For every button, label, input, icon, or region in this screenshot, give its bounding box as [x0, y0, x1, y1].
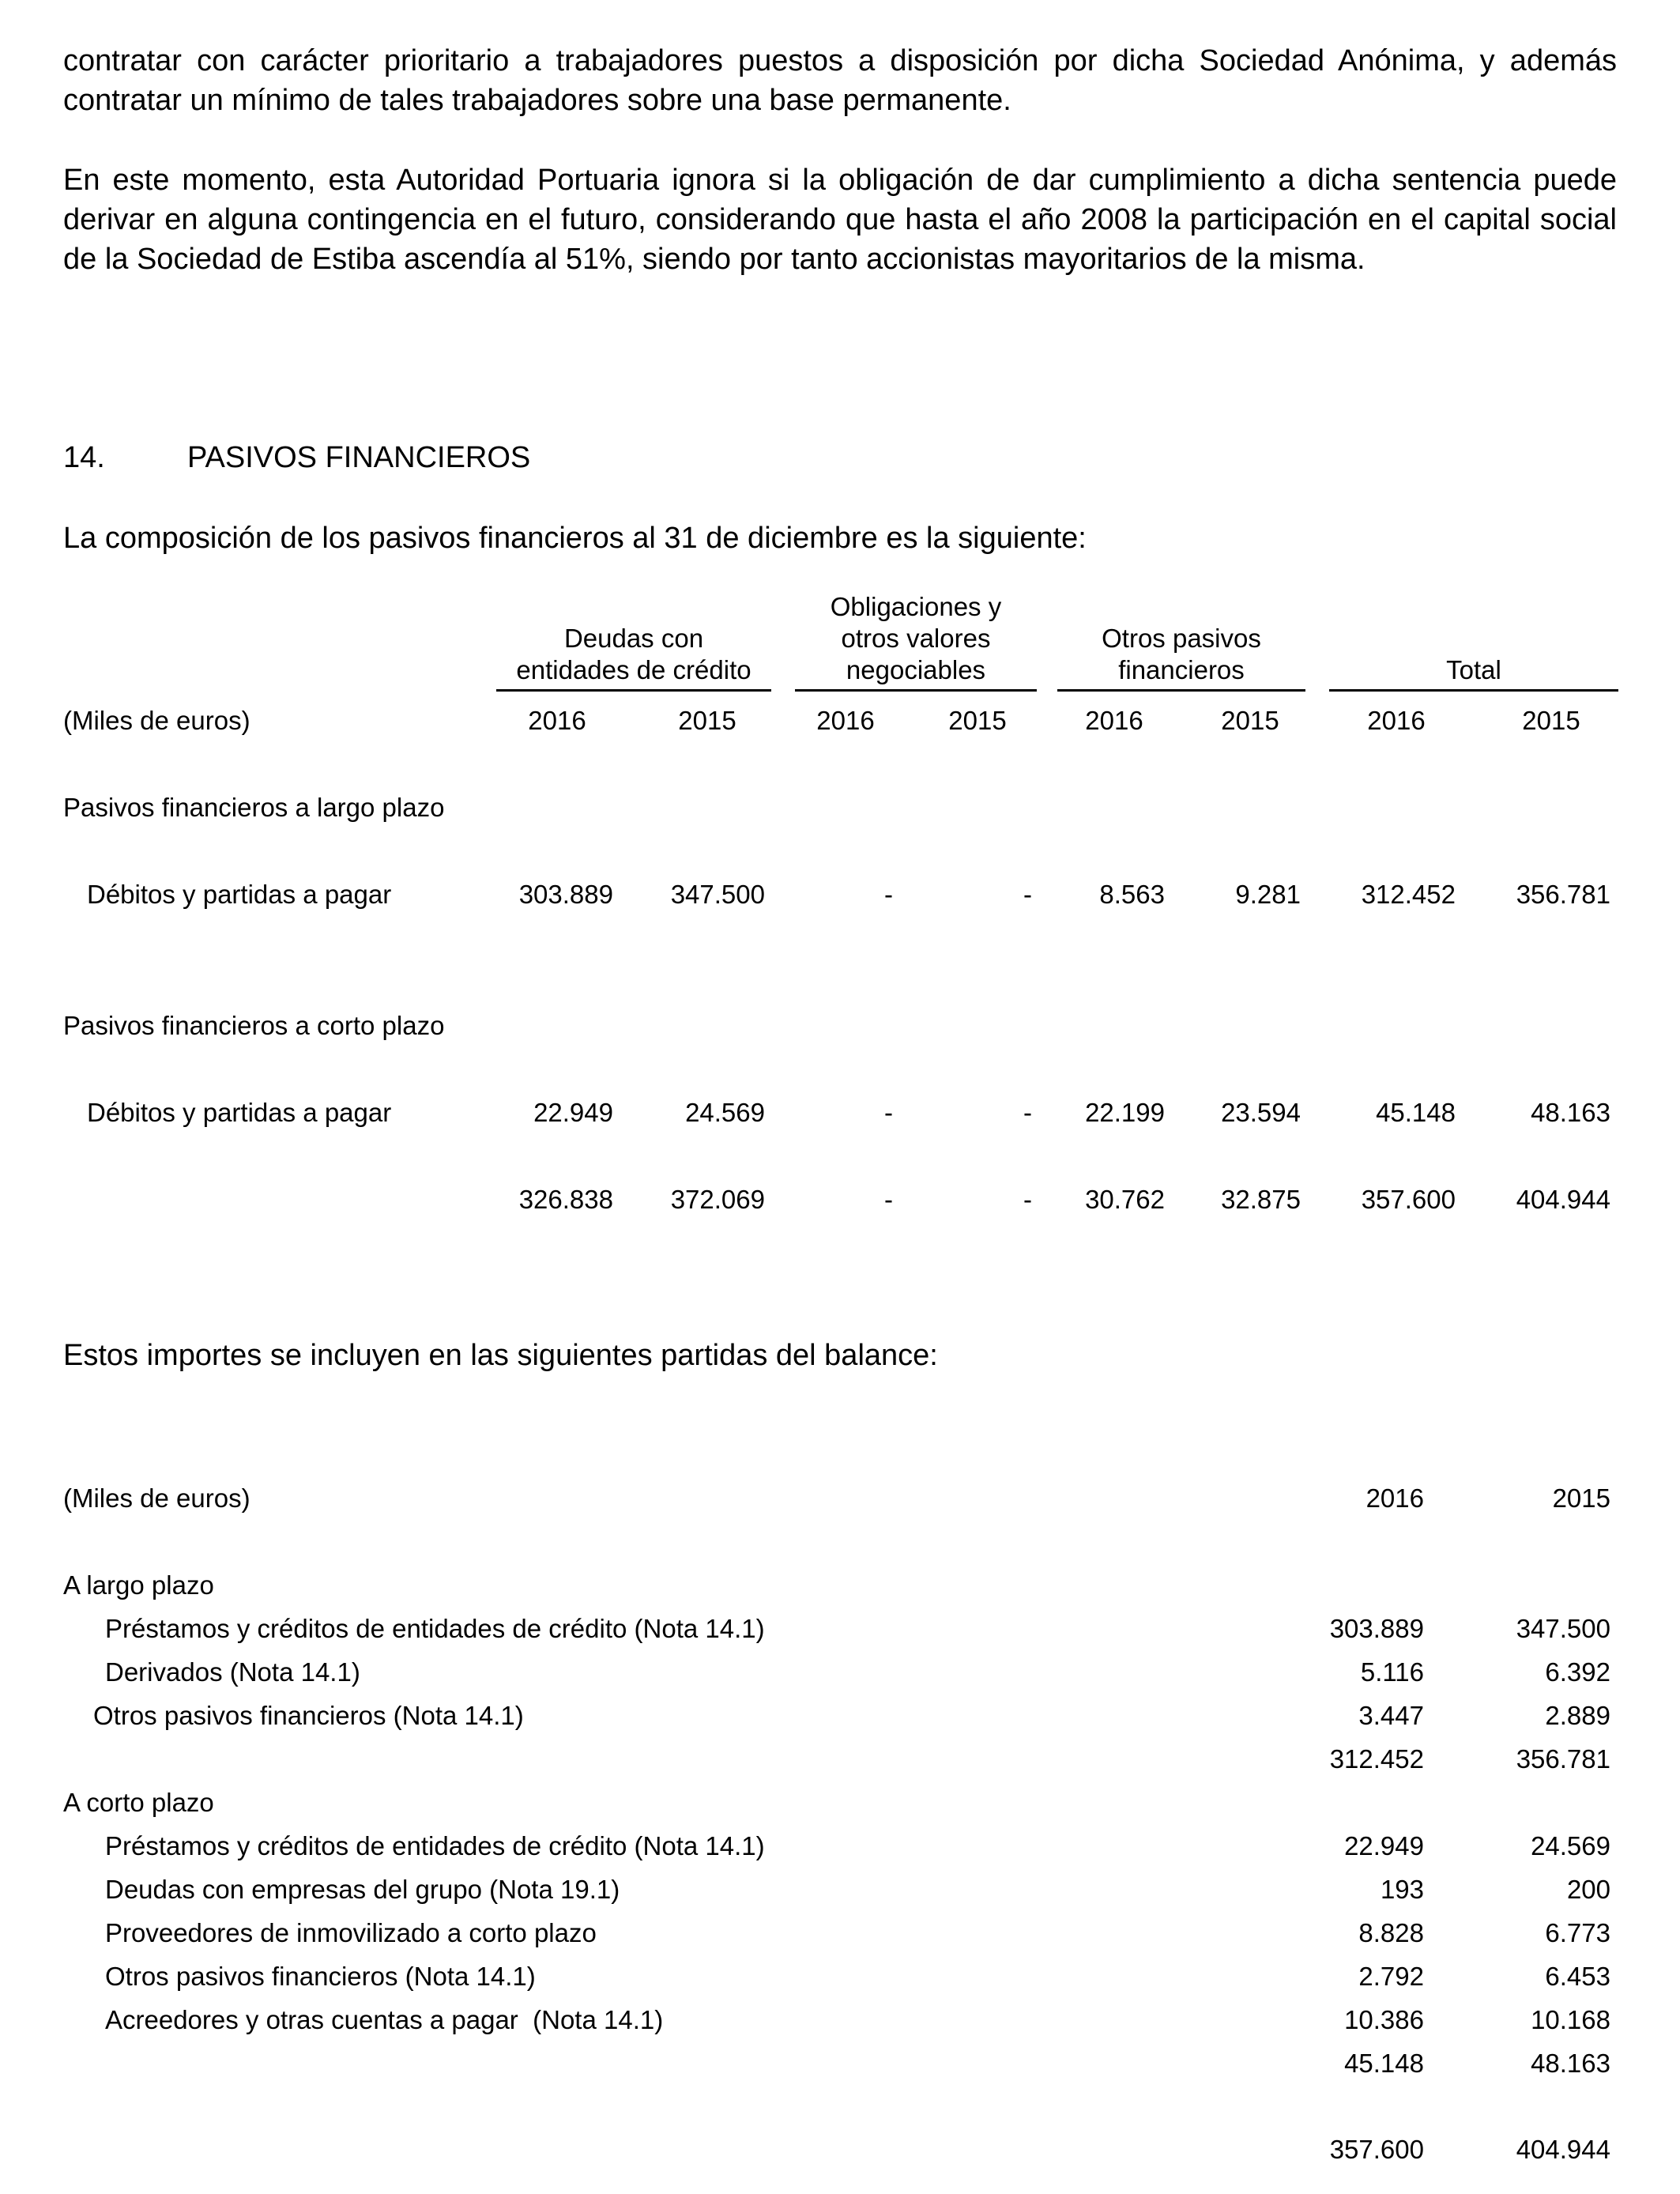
section-label-corto-plazo: A corto plazo: [63, 1788, 214, 1817]
table-total-cell: 404.944: [1516, 1185, 1610, 1214]
balance-cell: 3.447: [1358, 1701, 1424, 1730]
table-cell: 24.569: [685, 1098, 765, 1127]
balance-cell: 303.889: [1329, 1614, 1424, 1643]
year-header: 2015: [1552, 1483, 1610, 1513]
table-cell: -: [884, 1098, 893, 1127]
table-total-cell: -: [884, 1185, 893, 1214]
year-header: 2016: [1365, 1483, 1424, 1513]
group-header-otros: Otros pasivos financieros: [1102, 624, 1261, 684]
table-cell: 45.148: [1376, 1098, 1456, 1127]
row-label: Débitos y partidas a pagar: [87, 880, 392, 909]
unit-label: (Miles de euros): [63, 706, 250, 735]
year-header: 2015: [1221, 706, 1279, 735]
balance-cell: 200: [1566, 1875, 1610, 1904]
group-underline-obligaciones: [795, 689, 1037, 692]
balance-subtotal-cell: 356.781: [1516, 1744, 1610, 1774]
balance-cell: 347.500: [1516, 1614, 1610, 1643]
balance-row-label: Préstamos y créditos de entidades de crédito (Nota 14.1): [105, 1614, 765, 1643]
balance-row-label: Deudas con empresas del grupo (Nota 19.1): [105, 1875, 620, 1904]
year-header: 2015: [1522, 706, 1580, 735]
table-total-cell: 32.875: [1221, 1185, 1301, 1214]
balance-cell: 10.386: [1344, 2005, 1424, 2034]
table-cell: 48.163: [1531, 1098, 1610, 1127]
balance-cell: 24.569: [1531, 1831, 1610, 1860]
balance-row-label: Préstamos y créditos de entidades de crédito (Nota 14.1): [105, 1831, 765, 1860]
section-intro: La composición de los pasivos financieros al 31 de diciembre es la siguiente:: [63, 522, 1087, 555]
group-underline-otros: [1057, 689, 1305, 692]
balance-cell: 22.949: [1344, 1831, 1424, 1860]
table-total-cell: 372.069: [670, 1185, 765, 1214]
balance-cell: 5.116: [1360, 1657, 1424, 1687]
balance-row-label: Derivados (Nota 14.1): [105, 1657, 360, 1687]
balance-cell: 6.453: [1545, 1962, 1610, 1991]
paragraph-contingency: En este momento, esta Autoridad Portuaria ignora si la obligación de dar cumplimiento a dicha sentencia puede derivar en alguna contingencia en el futuro, considerando que hasta el año 2008 la participación en el capital social de la Sociedad de Estiba ascendía al 51%, siendo por tanto accionistas mayoritarios de la misma.: [63, 164, 1617, 276]
section-label-corto-plazo: Pasivos financieros a corto plazo: [63, 1011, 445, 1040]
balance-subtotal-cell: 48.163: [1531, 2049, 1610, 2078]
balance-grand-total-cell: 404.944: [1516, 2135, 1610, 2164]
balance-row-label: Otros pasivos financieros (Nota 14.1): [93, 1701, 524, 1730]
section-label-largo-plazo: Pasivos financieros a largo plazo: [63, 793, 445, 822]
group-header-obligaciones: Obligaciones y otros valores negociables: [830, 592, 1002, 684]
year-header: 2016: [1367, 706, 1426, 735]
balance-cell: 8.828: [1358, 1918, 1424, 1947]
section-title: PASIVOS FINANCIEROS: [187, 441, 531, 474]
balance-subtotal-cell: 312.452: [1329, 1744, 1424, 1774]
table-total-cell: 357.600: [1361, 1185, 1456, 1214]
year-header: 2015: [948, 706, 1007, 735]
balance-intro: Estos importes se incluyen en las siguientes partidas del balance:: [63, 1339, 938, 1372]
table-cell: -: [1023, 880, 1032, 909]
table-total-cell: -: [1023, 1185, 1032, 1214]
unit-label: (Miles de euros): [63, 1483, 250, 1513]
group-underline-total: [1329, 689, 1618, 692]
paragraph-continuation: contratar con carácter prioritario a trabajadores puestos a disposición por dicha Sociedad Anónima, y además contratar un mínimo de tales trabajadores sobre una base permanente.: [63, 44, 1617, 117]
table-cell: -: [1023, 1098, 1032, 1127]
table-total-cell: 326.838: [518, 1185, 613, 1214]
balance-row-label: Proveedores de inmovilizado a corto plazo: [105, 1918, 597, 1947]
table-cell: 22.199: [1085, 1098, 1165, 1127]
balance-row-label: Otros pasivos financieros (Nota 14.1): [105, 1962, 536, 1991]
year-header: 2016: [1085, 706, 1143, 735]
table-cell: 8.563: [1099, 880, 1165, 909]
group-header-deudas: Deudas con entidades de crédito: [516, 624, 751, 684]
table-cell: 356.781: [1516, 880, 1610, 909]
table-cell: 303.889: [518, 880, 613, 909]
table-cell: -: [884, 880, 893, 909]
table-cell: 9.281: [1235, 880, 1301, 909]
table-total-cell: 30.762: [1085, 1185, 1165, 1214]
balance-cell: 6.773: [1545, 1918, 1610, 1947]
balance-subtotal-cell: 45.148: [1344, 2049, 1424, 2078]
balance-grand-total-cell: 357.600: [1329, 2135, 1424, 2164]
table-cell: 312.452: [1361, 880, 1456, 909]
balance-cell: 2.792: [1358, 1962, 1424, 1991]
row-label: Débitos y partidas a pagar: [87, 1098, 392, 1127]
group-underline-deudas: [496, 689, 771, 692]
table-cell: 22.949: [533, 1098, 613, 1127]
year-header: 2016: [816, 706, 875, 735]
balance-cell: 2.889: [1545, 1701, 1610, 1730]
balance-cell: 6.392: [1545, 1657, 1610, 1687]
balance-row-label: Acreedores y otras cuentas a pagar (Nota 14.1): [105, 2005, 664, 2034]
section-label-largo-plazo: A largo plazo: [63, 1570, 214, 1600]
section-number: 14.: [63, 441, 105, 474]
balance-cell: 193: [1380, 1875, 1424, 1904]
year-header: 2016: [528, 706, 586, 735]
balance-cell: 10.168: [1531, 2005, 1610, 2034]
group-header-total: Total: [1446, 655, 1501, 684]
table-cell: 347.500: [670, 880, 765, 909]
year-header: 2015: [678, 706, 736, 735]
table-cell: 23.594: [1221, 1098, 1301, 1127]
